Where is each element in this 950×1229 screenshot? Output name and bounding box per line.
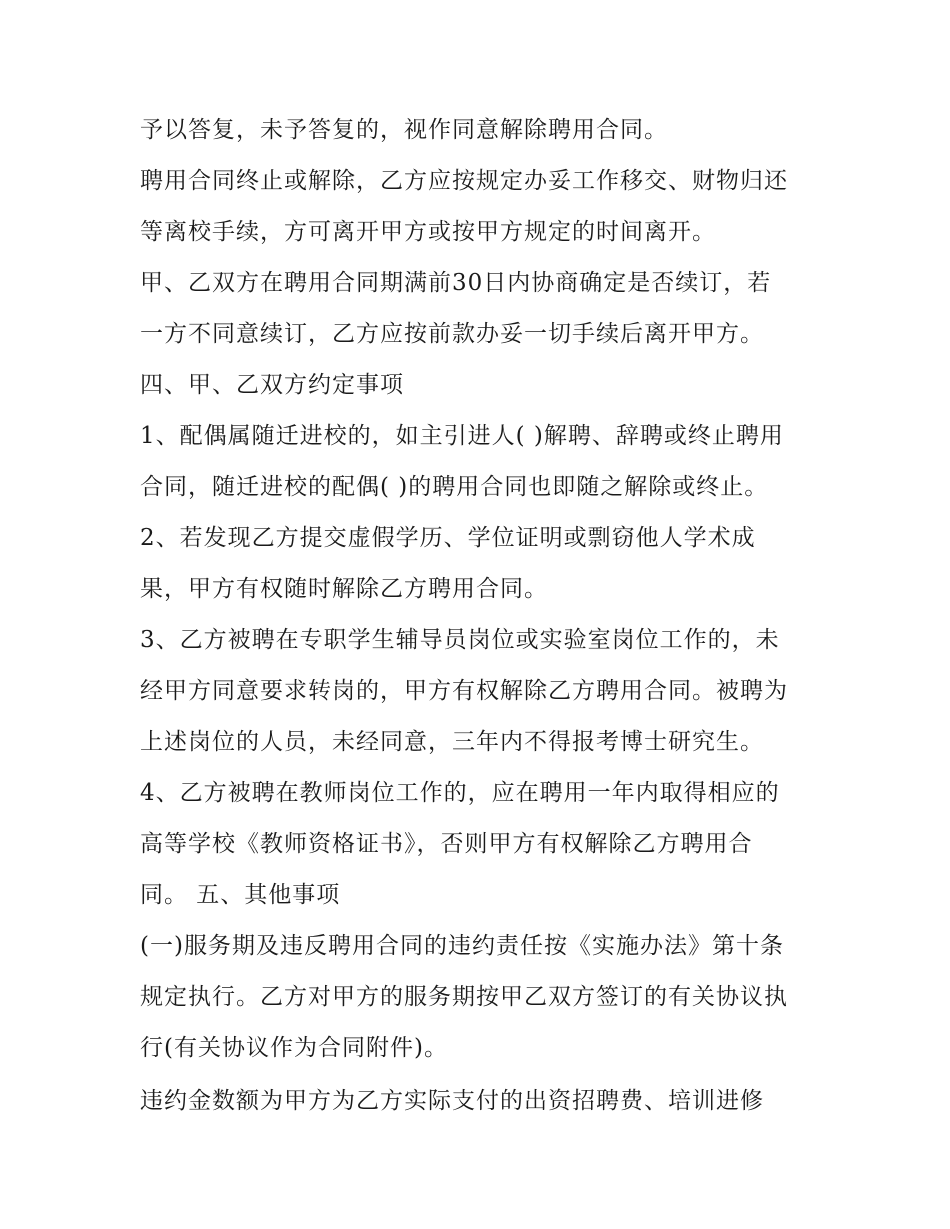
text-line: 予以答复，未予答复的，视作同意解除聘用合同。 bbox=[140, 117, 668, 143]
text-line: 同。 五、其他事项 bbox=[140, 882, 341, 908]
text-line: (一)服务期及违反聘用合同的违约责任按《实施办法》第十条 bbox=[140, 933, 784, 959]
text-line: 聘用合同终止或解除，乙方应按规定办妥工作移交、财物归还 bbox=[140, 168, 788, 194]
text-line: 上述岗位的人员，未经同意，三年内不得报考博士研究生。 bbox=[140, 729, 764, 755]
text-line: 等离校手续，方可离开甲方或按甲方规定的时间离开。 bbox=[140, 219, 716, 245]
text-line: 4、乙方被聘在教师岗位工作的，应在聘用一年内取得相应的 bbox=[140, 780, 780, 806]
section-heading: 四、甲、乙双方约定事项 bbox=[140, 372, 404, 398]
text-line: 经甲方同意要求转岗的，甲方有权解除乙方聘用合同。被聘为 bbox=[140, 678, 788, 704]
text-line: 2、若发现乙方提交虚假学历、学位证明或剽窃他人学术成 bbox=[140, 525, 756, 551]
text-line: 行(有关协议作为合同附件)。 bbox=[140, 1035, 448, 1061]
text-line: 3、乙方被聘在专职学生辅导员岗位或实验室岗位工作的，未 bbox=[140, 627, 780, 653]
text-line: 合同，随迁进校的配偶( )的聘用合同也即随之解除或终止。 bbox=[140, 474, 769, 500]
text-line: 高等学校《教师资格证书》，否则甲方有权解除乙方聘用合 bbox=[140, 831, 753, 857]
text-line: 甲、乙双方在聘用合同期满前30日内协商确定是否续订，若 bbox=[140, 270, 772, 296]
text-line: 一方不同意续订，乙方应按前款办妥一切手续后离开甲方。 bbox=[140, 321, 764, 347]
text-line: 果，甲方有权随时解除乙方聘用合同。 bbox=[140, 576, 548, 602]
document-body bbox=[140, 105, 830, 1127]
text-line: 1、配偶属随迁进校的，如主引进人( )解聘、辞聘或终止聘用 bbox=[140, 423, 784, 449]
text-line: 违约金数额为甲方为乙方实际支付的出资招聘费、培训进修 bbox=[140, 1088, 764, 1114]
text-line: 规定执行。乙方对甲方的服务期按甲乙双方签订的有关协议执 bbox=[140, 984, 788, 1010]
